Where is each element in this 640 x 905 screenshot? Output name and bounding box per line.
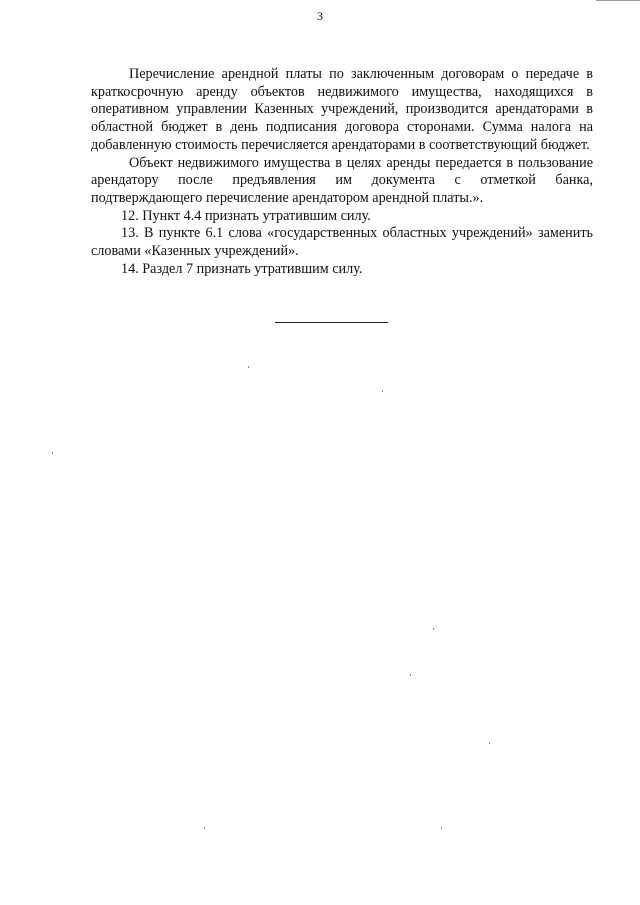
end-separator-line bbox=[275, 322, 388, 323]
paragraph-property-transfer: Объект недвижимого имущества в целях аренды передается в пользование арендатору после предъявления им документа с отметкой банка, подтверждающего перечисление арендатором арендной платы.». bbox=[91, 154, 593, 206]
scan-speck bbox=[204, 827, 205, 829]
scan-speck bbox=[52, 452, 53, 454]
scan-speck bbox=[489, 742, 490, 744]
scan-speck bbox=[441, 827, 442, 829]
scan-corner-mark bbox=[596, 0, 640, 5]
page-number: 3 bbox=[317, 9, 323, 23]
document-body bbox=[91, 66, 593, 278]
paragraph-item-13: 13. В пункте 6.1 слова «государственных областных учреждений» заменить словами «Казенных учреждений». bbox=[91, 225, 593, 260]
scan-speck bbox=[248, 366, 249, 368]
paragraph-item-12: 12. Пункт 4.4 признать утратившим силу. bbox=[121, 207, 371, 224]
paragraph-item-14: 14. Раздел 7 признать утратившим силу. bbox=[121, 260, 363, 277]
scan-speck bbox=[410, 674, 411, 676]
scan-speck bbox=[382, 390, 383, 392]
paragraph-rent-payment: Перечисление арендной платы по заключенным договорам о передаче в краткосрочную аренду объектов недвижимого имущества, находящихся в оперативном управлении Казенных учреждений, производится арендаторами в областной бюджет в день подписания договора сторонами. Сумма налога на добавленную стоимость перечисляется арендаторами в соответствующий бюджет. bbox=[91, 66, 593, 153]
scan-speck bbox=[433, 628, 434, 630]
